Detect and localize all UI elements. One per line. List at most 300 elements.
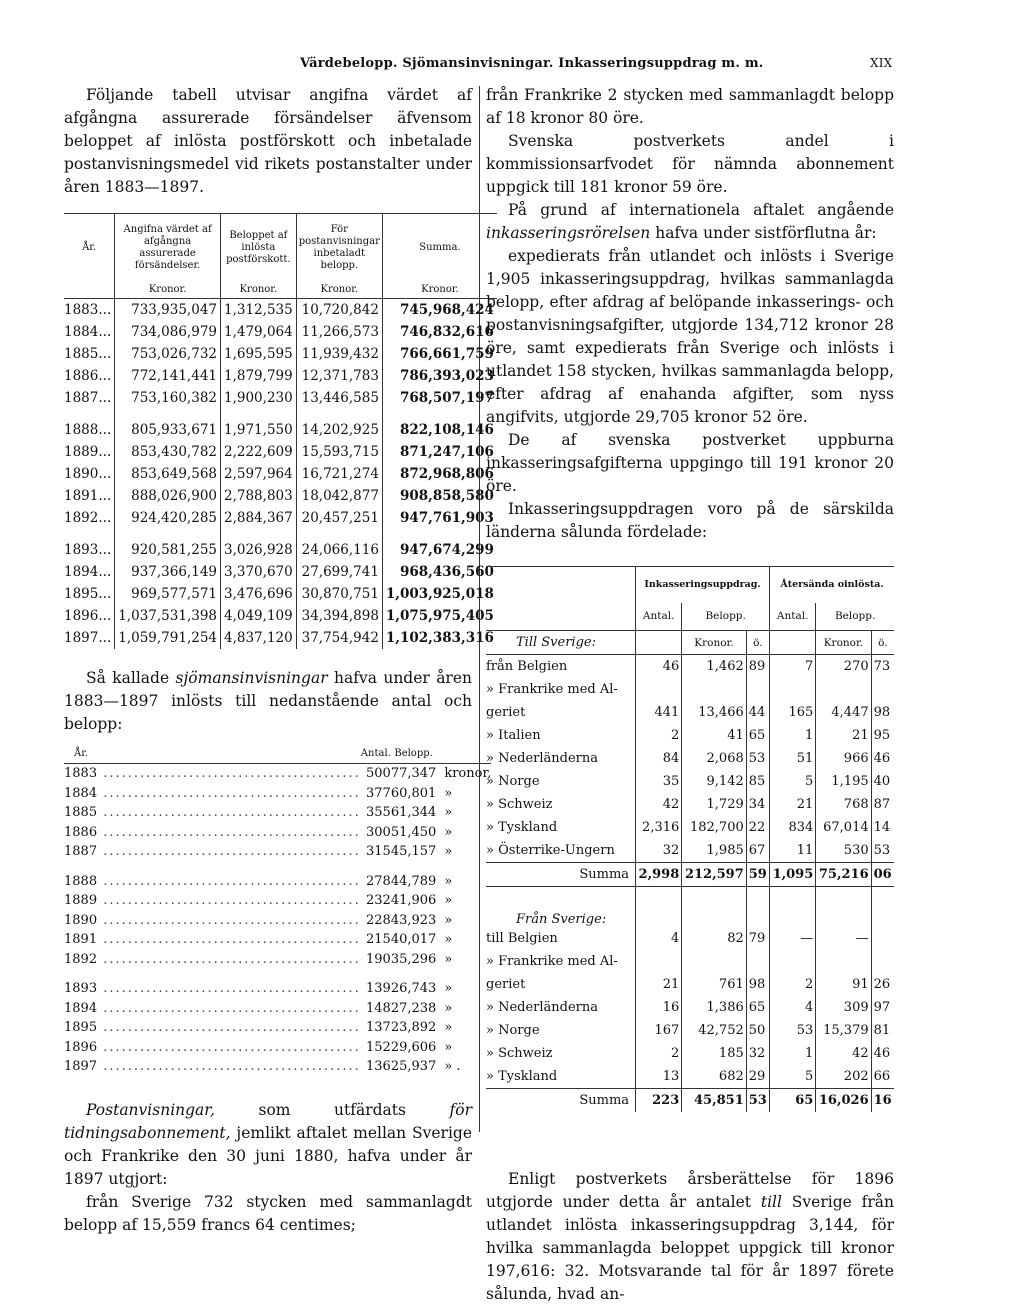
t2-cell: 232 [366, 893, 391, 909]
t2-unit: kronor, [444, 766, 492, 782]
t2-year [64, 911, 361, 931]
t2-leader: .......................................... [97, 932, 361, 948]
t2-unit: » [444, 1020, 453, 1036]
t3-fran-blank [816, 887, 871, 927]
t2-cell: 315 [366, 844, 391, 860]
t3-cell-a2: 4 [770, 996, 816, 1019]
t2-cell: 23,892 [390, 1020, 437, 1036]
t3-cell-o2: 97 [871, 996, 894, 1019]
t2-unit: » [444, 1039, 453, 1055]
t3-cell-a: 13 [636, 1065, 682, 1089]
t3-cell-k2: 309 [816, 996, 871, 1019]
t1-cell: 4,837,120 [221, 627, 297, 649]
t3-cell-a2: 1 [770, 724, 816, 747]
t1-cell: 786,393,023 [382, 365, 497, 387]
t2-leader: .......................................... [97, 1059, 361, 1075]
t1-row [64, 365, 497, 387]
t1-cell: 10,720,842 [296, 298, 382, 321]
t3-cell-k: 682 [682, 1065, 746, 1089]
t1-row [64, 605, 497, 627]
t3-cell-k [682, 678, 746, 701]
t1-cell: 1886... [64, 367, 112, 384]
t1-cell: 1,695,595 [221, 343, 297, 365]
t2-year [64, 1057, 361, 1077]
t1-cell: 4,049,109 [221, 605, 297, 627]
t3-cell-a2: 5 [770, 770, 816, 793]
inkasso-table [486, 566, 894, 1112]
t2-cell: 228 [366, 912, 391, 928]
t3-country [486, 701, 636, 724]
t3-country-text: » Norge [486, 774, 540, 789]
t2-leader: .......................................... [97, 912, 361, 928]
t1-head-ar: År. [82, 241, 97, 253]
t2-year [64, 979, 361, 999]
t3-row [486, 793, 894, 816]
t3-cell-a: 16 [636, 996, 682, 1019]
t1-body [64, 298, 497, 649]
t3-cell-o2: 95 [871, 724, 894, 747]
t3-cell-a2: 2 [770, 973, 816, 996]
t1-head-postforskott: Beloppet af inlösta postförskott. [221, 214, 297, 282]
t2-row [64, 911, 491, 931]
t3-body [486, 567, 894, 1112]
t3-cell-a2: — [770, 927, 816, 950]
t1-cell: 871,247,106 [382, 441, 497, 463]
t2-cell: 278 [366, 873, 391, 889]
right-p6: Inkasseringsuppdragen voro på de särskilda länderna sålunda fördelade: [486, 500, 894, 541]
t1-unit-2: Kronor. [221, 282, 297, 299]
t1-cell: 1,971,550 [221, 419, 297, 441]
right-p7a: Enligt postverkets årsberättelse för 1896 utgjorde under detta år antalet [486, 1169, 894, 1211]
t1-head-postanvisning: För postanvisningar inbetaladt belopp. [296, 214, 382, 282]
t2-cell: 355 [366, 805, 391, 821]
t2-year [64, 872, 361, 892]
right-p3 [486, 199, 894, 245]
t1-cell: 1896... [64, 607, 112, 624]
t2-cell: 41,906 [390, 893, 437, 909]
t1-cell: 924,420,285 [115, 507, 221, 539]
t3-country-text: » Schweiz [486, 1045, 553, 1061]
t3-row [486, 816, 894, 839]
t1-cell: 733,935,047 [115, 298, 221, 321]
t3-fran-blank [770, 887, 816, 927]
t2-body [64, 764, 491, 1077]
t1-row [64, 343, 497, 365]
t2-cell: 77,347 [390, 766, 437, 782]
t2-unit: » [444, 844, 453, 860]
t1-cell: 969,577,571 [115, 583, 221, 605]
t1-cell: 1889... [64, 443, 112, 460]
t2-cell: 60,801 [390, 785, 437, 801]
t3-cell-o2 [871, 678, 894, 701]
t3-unit-a [636, 631, 682, 655]
t1-cell: 11,266,573 [296, 321, 382, 343]
right-p3a: På grund af internationela aftalet angående [508, 201, 894, 219]
t2-unit: » [444, 1000, 453, 1016]
t1-row [64, 583, 497, 605]
t1-cell: 1,059,791,254 [115, 627, 221, 649]
t3-cell-o: 59 [746, 863, 769, 887]
t3-cell-k: 42,752 [682, 1019, 746, 1042]
t3-row [486, 1088, 894, 1112]
t2-year-text: 1896 [64, 1039, 98, 1055]
t3-cell-a: 2 [636, 1042, 682, 1065]
t3-country-text: » Frankrike med Al- [486, 682, 618, 697]
t2-year-text: 1886 [64, 824, 98, 840]
t3-country [486, 1065, 636, 1089]
t2-year [64, 930, 361, 950]
t1-cell: 753,160,382 [115, 387, 221, 419]
post-em2: för tidningsabonnement, [64, 1100, 472, 1142]
t2-year [64, 1018, 361, 1038]
t2-leader: .......................................... [97, 873, 361, 889]
t3-cell-k: 41 [682, 724, 746, 747]
t3-cell-o2: 06 [871, 863, 894, 887]
t3-unit-kronor: Kronor. [682, 631, 746, 655]
t3-cell-o2: 46 [871, 1042, 894, 1065]
t1-cell: 3,370,670 [221, 561, 297, 583]
t1-cell: 2,597,964 [221, 463, 297, 485]
t2-row [64, 1057, 491, 1077]
t3-cell-a2: 7 [770, 655, 816, 679]
t3-cell-o: 67 [746, 839, 769, 863]
t1-cell: 27,699,741 [296, 561, 382, 583]
t1-cell: 1,479,064 [221, 321, 297, 343]
t3-country [486, 950, 636, 973]
t1-cell: 1890... [64, 465, 112, 482]
t3-cell-a: 35 [636, 770, 682, 793]
t2-cell: 27,238 [390, 1000, 437, 1016]
t2-year [64, 764, 361, 784]
t2-row [64, 803, 491, 823]
t1-cell: 1,312,535 [221, 298, 297, 321]
t2-row [64, 872, 491, 892]
t3-cell-k2: 202 [816, 1065, 871, 1089]
t1-cell: 16,721,274 [296, 463, 382, 485]
t1-cell: 853,430,782 [115, 441, 221, 463]
t1-cell: 872,968,806 [382, 463, 497, 485]
t2-leader: .......................................... [97, 805, 361, 821]
t1-cell: 947,761,903 [382, 507, 497, 539]
t3-cell-a: 84 [636, 747, 682, 770]
t3-country [486, 793, 636, 816]
t3-cell-o: 32 [746, 1042, 769, 1065]
t3-cell-k: 13,466 [682, 701, 746, 724]
t3-cell-o [746, 678, 769, 701]
t3-country-text: » Tyskland [486, 820, 558, 835]
t1-cell: 24,066,116 [296, 539, 382, 561]
t1-cell: 746,832,616 [382, 321, 497, 343]
t3-cell-o2: 81 [871, 1019, 894, 1042]
t3-cell-o2: 16 [871, 1088, 894, 1112]
t3-row [486, 678, 894, 701]
t1-cell: 753,026,732 [115, 343, 221, 365]
t2-leader: .......................................... [97, 844, 361, 860]
postanvisning-paragraph [64, 1099, 472, 1191]
t3-country-text: till Belgien [486, 930, 558, 946]
t3-cell-k2: 21 [816, 724, 871, 747]
t1-cell: 20,457,251 [296, 507, 382, 539]
t1-unit-3: Kronor. [296, 282, 382, 299]
t1-cell: 947,674,299 [382, 539, 497, 561]
t2-row [64, 1038, 491, 1058]
t3-country [486, 816, 636, 839]
t1-cell: 822,108,146 [382, 419, 497, 441]
t3-cell-a [636, 678, 682, 701]
t1-cell: 1884... [64, 323, 112, 340]
t3-cell-o2 [871, 950, 894, 973]
t3-cell-a2: 1 [770, 1042, 816, 1065]
t1-cell: 1883... [64, 301, 112, 318]
right-p3em: inkasseringsrörelsen [486, 224, 651, 242]
sjoman-text-b: hafva under åren 1883—1897 inlösts till nedanstående antal och belopp: [64, 668, 473, 733]
right-column [486, 84, 894, 1306]
t2-head-unit [436, 744, 491, 764]
t2-year-text: 1891 [64, 932, 98, 948]
t3-fran-sverige: Från Sverige: [516, 911, 607, 927]
t3-cell-o: 89 [746, 655, 769, 679]
t2-cell: 29,606 [390, 1039, 437, 1055]
t3-cell-a2: 5 [770, 1065, 816, 1089]
sjoman-table [64, 744, 491, 1077]
t3-cell-a: 4 [636, 927, 682, 950]
t3-cell-k2: 768 [816, 793, 871, 816]
t3-country [486, 747, 636, 770]
t3-country-text: geriet [486, 705, 526, 720]
t3-cell-k2: 67,014 [816, 816, 871, 839]
post-t1: som utfärdats [258, 1100, 406, 1119]
t1-cell: 15,593,715 [296, 441, 382, 463]
t2-cell: 500 [366, 766, 391, 782]
t2-year-text: 1888 [64, 873, 98, 889]
t1-cell: 1895... [64, 585, 112, 602]
t2-unit: » [444, 824, 453, 840]
t3-country-text: » Nederländerna [486, 999, 599, 1015]
t3-cell-o2: 73 [871, 655, 894, 679]
t2-year [64, 823, 361, 843]
t3-cell-k2: 75,216 [816, 863, 871, 887]
t1-cell: 1885... [64, 345, 112, 362]
right-p4: expedierats från utlandet och inlösts i Sverige 1,905 inkasseringsuppdrag, hvilkas sammanlagda belopp, efter afdrag af belöpande inkasserings- och postanvisningsafgifter, utgjorde 134,712 kronor 28 öre, samt expedierats från Sverige och inlösts i utlandet 158 stycken, hvilkas sammanlagda belopp, efter afdrag af enahanda afgifter, som nyss angifvits, utgjorde 29,705 kronor 52 öre. [486, 247, 894, 426]
t1-row [64, 507, 497, 539]
t2-year-text: 1897 [64, 1059, 98, 1075]
t2-head-ar: År. [74, 747, 89, 759]
t2-year [64, 891, 361, 911]
t3-cell-k2 [816, 678, 871, 701]
t2-year-text: 1892 [64, 951, 98, 967]
t3-cell-a [636, 950, 682, 973]
t2-cell: 190 [366, 951, 391, 967]
t1-cell: 1,900,230 [221, 387, 297, 419]
t1-cell: 1892... [64, 509, 112, 526]
t3-country-text: från Belgien [486, 659, 568, 674]
t3-country [486, 678, 636, 701]
t3-cell-o2: 53 [871, 839, 894, 863]
page-number: XIX [870, 56, 893, 70]
t1-cell: 1887... [64, 389, 112, 406]
t3-head-belopp2: Belopp. [816, 603, 894, 631]
t2-leader: .......................................... [97, 1039, 361, 1055]
t3-row [486, 701, 894, 724]
t2-year [64, 842, 361, 872]
t1-head-summa: Summa. [382, 214, 497, 282]
t1-cell: 745,968,424 [382, 298, 497, 321]
t2-cell: 300 [366, 824, 391, 840]
t2-row [64, 930, 491, 950]
t3-country [486, 1088, 636, 1112]
t1-cell: 1891... [64, 487, 112, 504]
t1-cell: 734,086,979 [115, 321, 221, 343]
t2-cell: 25,937 [390, 1059, 437, 1075]
t3-cell-k: 45,851 [682, 1088, 746, 1112]
t2-unit: » [444, 912, 453, 928]
t2-row [64, 979, 491, 999]
t3-head-antal2: Antal. [770, 603, 816, 631]
t1-cell: 34,394,898 [296, 605, 382, 627]
t3-cell-k2 [816, 950, 871, 973]
t2-year-text: 1887 [64, 844, 98, 860]
t1-cell: 37,754,942 [296, 627, 382, 649]
t3-row [486, 863, 894, 887]
t3-cell-a2: 21 [770, 793, 816, 816]
t3-country-text: » Norge [486, 1022, 540, 1038]
t1-unit-4: Kronor. [382, 282, 497, 299]
t2-leader: .......................................... [97, 766, 361, 782]
intro-paragraph: Följande tabell utvisar angifna värdet af afgångna assurerade försändelser äfvensom beloppet af inlösta postförskott och inbetalade postanvisningsmedel vid rikets postanstalter under åren 1883—1897. [64, 86, 472, 196]
t3-cell-o: 44 [746, 701, 769, 724]
t3-row [486, 973, 894, 996]
t2-row [64, 891, 491, 911]
t1-cell: 1893... [64, 541, 112, 558]
t3-country [486, 863, 636, 887]
t3-cell-a2: 65 [770, 1088, 816, 1112]
t3-cell-o: 98 [746, 973, 769, 996]
t3-cell-a: 167 [636, 1019, 682, 1042]
t1-cell: 1894... [64, 563, 112, 580]
t1-cell: 888,026,900 [115, 485, 221, 507]
t2-leader: .......................................... [97, 951, 361, 967]
t3-country [486, 1042, 636, 1065]
t1-row [64, 321, 497, 343]
t3-row [486, 839, 894, 863]
t3-country-text: Summa [579, 1092, 630, 1108]
sjoman-term: sjömansinvisningar [175, 668, 328, 687]
right-p1: från Frankrike 2 stycken med sammanlagdt belopp af 18 kronor 80 öre. [486, 86, 894, 127]
t3-cell-o: 79 [746, 927, 769, 950]
t3-country-text: Summa [579, 867, 630, 882]
t1-row [64, 561, 497, 583]
t3-cell-k2: 966 [816, 747, 871, 770]
post-t3: från Sverige 732 stycken med sammanlagdt belopp af 15,559 francs 64 centimes; [64, 1192, 472, 1234]
t2-row [64, 1018, 491, 1038]
t1-head-angifna: Angifna värdet af afgångna assurerade försändelser. [115, 214, 221, 282]
t2-year [64, 950, 361, 980]
t1-cell: 937,366,149 [115, 561, 221, 583]
t3-cell-k2: 16,026 [816, 1088, 871, 1112]
t3-country [486, 927, 636, 950]
sjoman-text-a: Så kallade [86, 668, 170, 687]
t3-cell-o2: 40 [871, 770, 894, 793]
t2-year [64, 784, 361, 804]
t3-cell-k: 212,597 [682, 863, 746, 887]
t2-year [64, 803, 361, 823]
t2-cell: 215 [366, 932, 391, 948]
t3-row [486, 655, 894, 679]
t3-cell-a2: 165 [770, 701, 816, 724]
t1-cell: 1,003,925,018 [382, 583, 497, 605]
t1-cell: 2,788,803 [221, 485, 297, 507]
t3-cell-o: 53 [746, 1088, 769, 1112]
t2-cell: 26,743 [390, 981, 437, 997]
t1-cell: 968,436,560 [382, 561, 497, 583]
t3-cell-a: 42 [636, 793, 682, 816]
t3-cell-a: 441 [636, 701, 682, 724]
t3-unit-kronor2: Kronor. [816, 631, 871, 655]
t3-row [486, 724, 894, 747]
t2-row [64, 784, 491, 804]
t3-row [486, 1042, 894, 1065]
t1-cell: 3,476,696 [221, 583, 297, 605]
t3-country-text: » Österrike-Ungern [486, 843, 615, 858]
t1-row [64, 627, 497, 649]
t3-country [486, 973, 636, 996]
t3-cell-o2 [871, 927, 894, 950]
t3-cell-a2: 11 [770, 839, 816, 863]
t1-cell: 805,933,671 [115, 419, 221, 441]
t3-cell-k: 761 [682, 973, 746, 996]
t2-leader: .......................................... [97, 893, 361, 909]
t2-cell: 377 [366, 785, 391, 801]
t3-cell-k: 2,068 [682, 747, 746, 770]
t3-cell-k2: 91 [816, 973, 871, 996]
t3-cell-k2: 1,195 [816, 770, 871, 793]
t1-cell: 1,102,383,316 [382, 627, 497, 649]
sjoman-paragraph [64, 667, 472, 736]
t3-cell-a2: 834 [770, 816, 816, 839]
t2-unit: » [444, 893, 453, 909]
t2-head-belopp: Belopp. [394, 747, 433, 759]
t3-country [486, 1019, 636, 1042]
t3-cell-a2: 1,095 [770, 863, 816, 887]
t3-country-text: geriet [486, 976, 526, 992]
t3-fran-blank [682, 887, 746, 927]
t2-cell: 148 [366, 1000, 391, 1016]
t3-country [486, 770, 636, 793]
t3-cell-a2: 53 [770, 1019, 816, 1042]
t2-unit: » [444, 785, 453, 801]
t2-unit: » . [444, 1059, 461, 1075]
t3-cell-a: 2,316 [636, 816, 682, 839]
t3-country-text: » Italien [486, 728, 541, 743]
t1-cell: 772,141,441 [115, 365, 221, 387]
t3-row-fran [486, 887, 894, 927]
t1-row [64, 387, 497, 419]
t1-cell: 920,581,255 [115, 539, 221, 561]
t3-cell-o: 85 [746, 770, 769, 793]
t1-cell: 13,446,585 [296, 387, 382, 419]
t3-cell-a: 2,998 [636, 863, 682, 887]
t3-corner2 [486, 603, 636, 631]
t3-cell-a: 46 [636, 655, 682, 679]
t2-leader: .......................................... [97, 981, 361, 997]
t3-cell-k2: — [816, 927, 871, 950]
t3-cell-k2: 4,447 [816, 701, 871, 724]
t3-cell-k: 1,729 [682, 793, 746, 816]
t3-country-text: » Frankrike med Al- [486, 953, 618, 969]
t3-country [486, 996, 636, 1019]
t3-cell-o: 53 [746, 747, 769, 770]
t3-cell-k: 9,142 [682, 770, 746, 793]
